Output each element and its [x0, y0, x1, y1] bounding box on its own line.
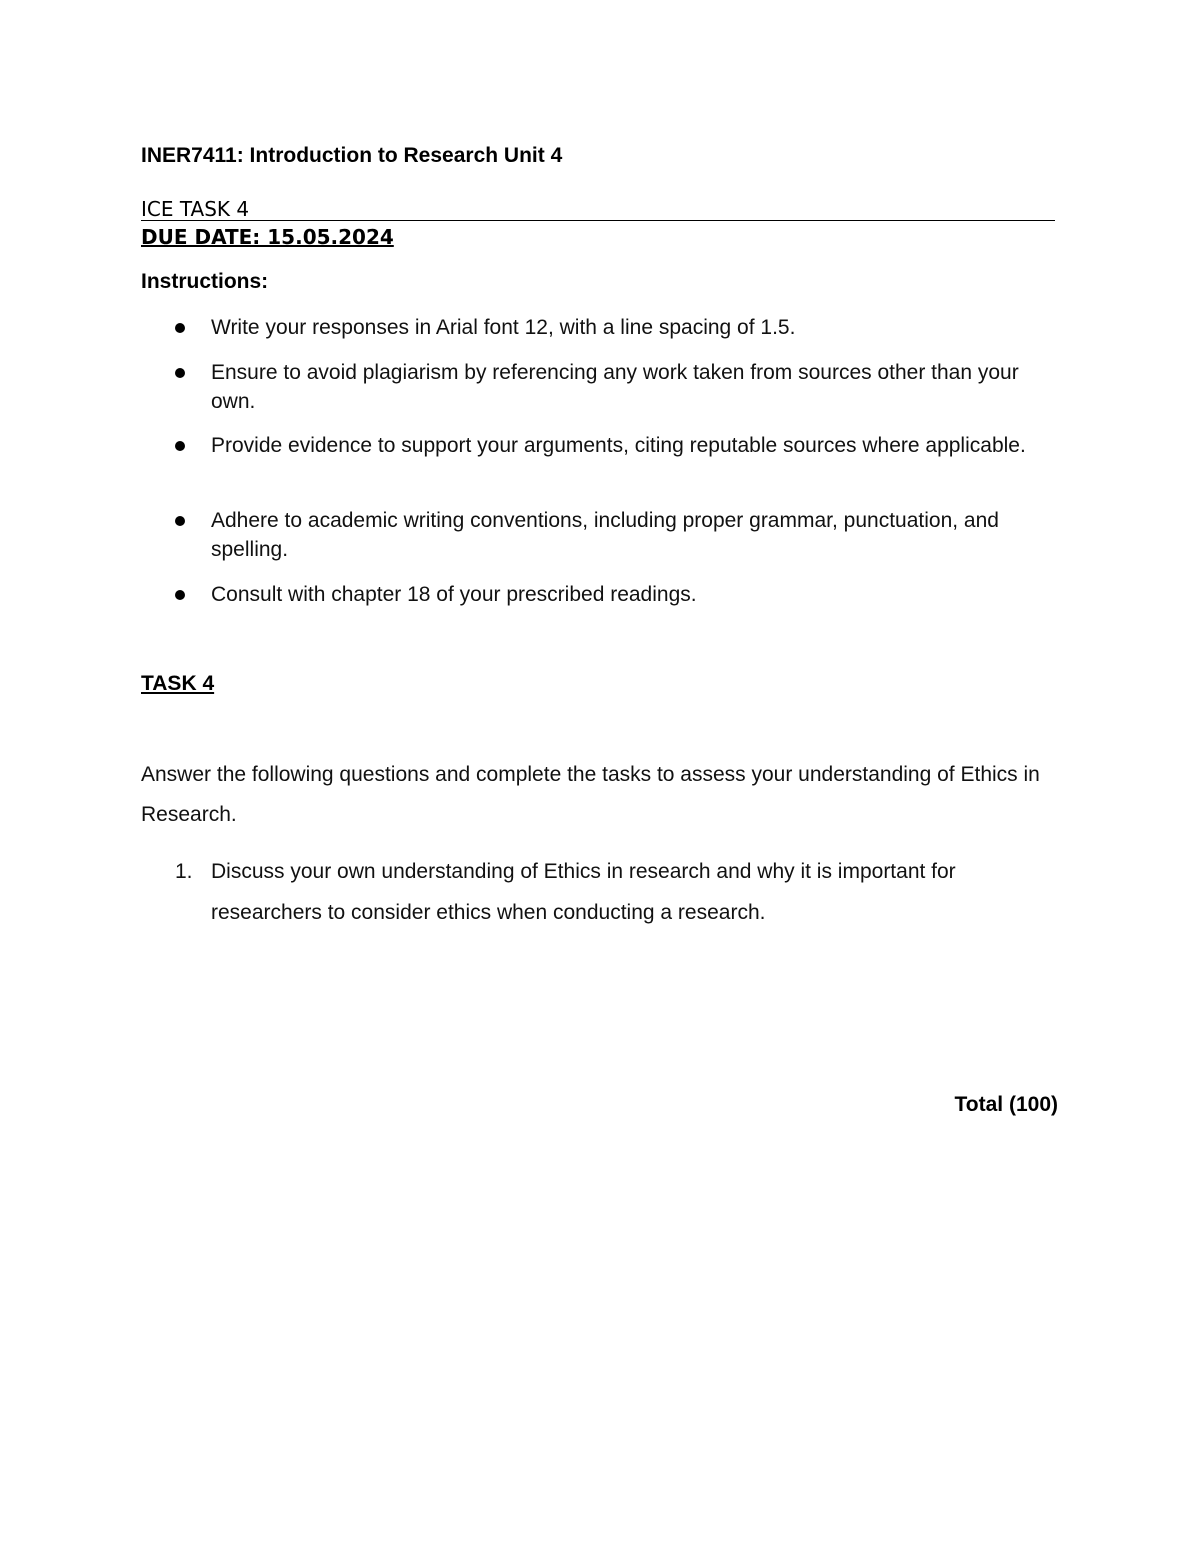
question-item	[175, 851, 1061, 933]
task-heading: TASK 4	[141, 672, 215, 695]
bullet-icon	[175, 590, 185, 600]
course-title: INER7411: Introduction to Research Unit 4	[141, 144, 563, 167]
due-date: DUE DATE: 15.05.2024	[141, 225, 394, 249]
bullet-icon	[175, 368, 185, 378]
task-intro: Answer the following questions and complete the tasks to assess your understanding of Ethics in Research.	[141, 763, 1040, 826]
question-number: 1.	[175, 860, 193, 883]
instruction-text: Ensure to avoid plagiarism by referencing any work taken from sources other than your own.	[211, 361, 1019, 413]
instruction-text: Provide evidence to support your arguments, citing reputable sources where applicable.	[211, 434, 1026, 457]
instruction-item	[211, 358, 1061, 416]
bullet-icon	[175, 323, 185, 333]
instruction-text: Consult with chapter 18 of your prescribed readings.	[211, 583, 697, 606]
instruction-text: Adhere to academic writing conventions, including proper grammar, punctuation, and spelling.	[211, 509, 999, 561]
instruction-item	[211, 431, 1061, 460]
ice-task-label: ICE TASK 4	[141, 196, 1055, 221]
instructions-heading: Instructions:	[141, 270, 269, 293]
instruction-item	[211, 580, 1061, 609]
instruction-item	[211, 506, 1061, 564]
instruction-item	[211, 313, 1061, 342]
question-text: Discuss your own understanding of Ethics in research and why it is important for researchers to consider ethics when conducting a research.	[211, 860, 956, 924]
bullet-icon	[175, 441, 185, 451]
bullet-icon	[175, 516, 185, 526]
total-marks: Total (100)	[954, 1093, 1058, 1116]
instruction-text: Write your responses in Arial font 12, with a line spacing of 1.5.	[211, 316, 796, 339]
